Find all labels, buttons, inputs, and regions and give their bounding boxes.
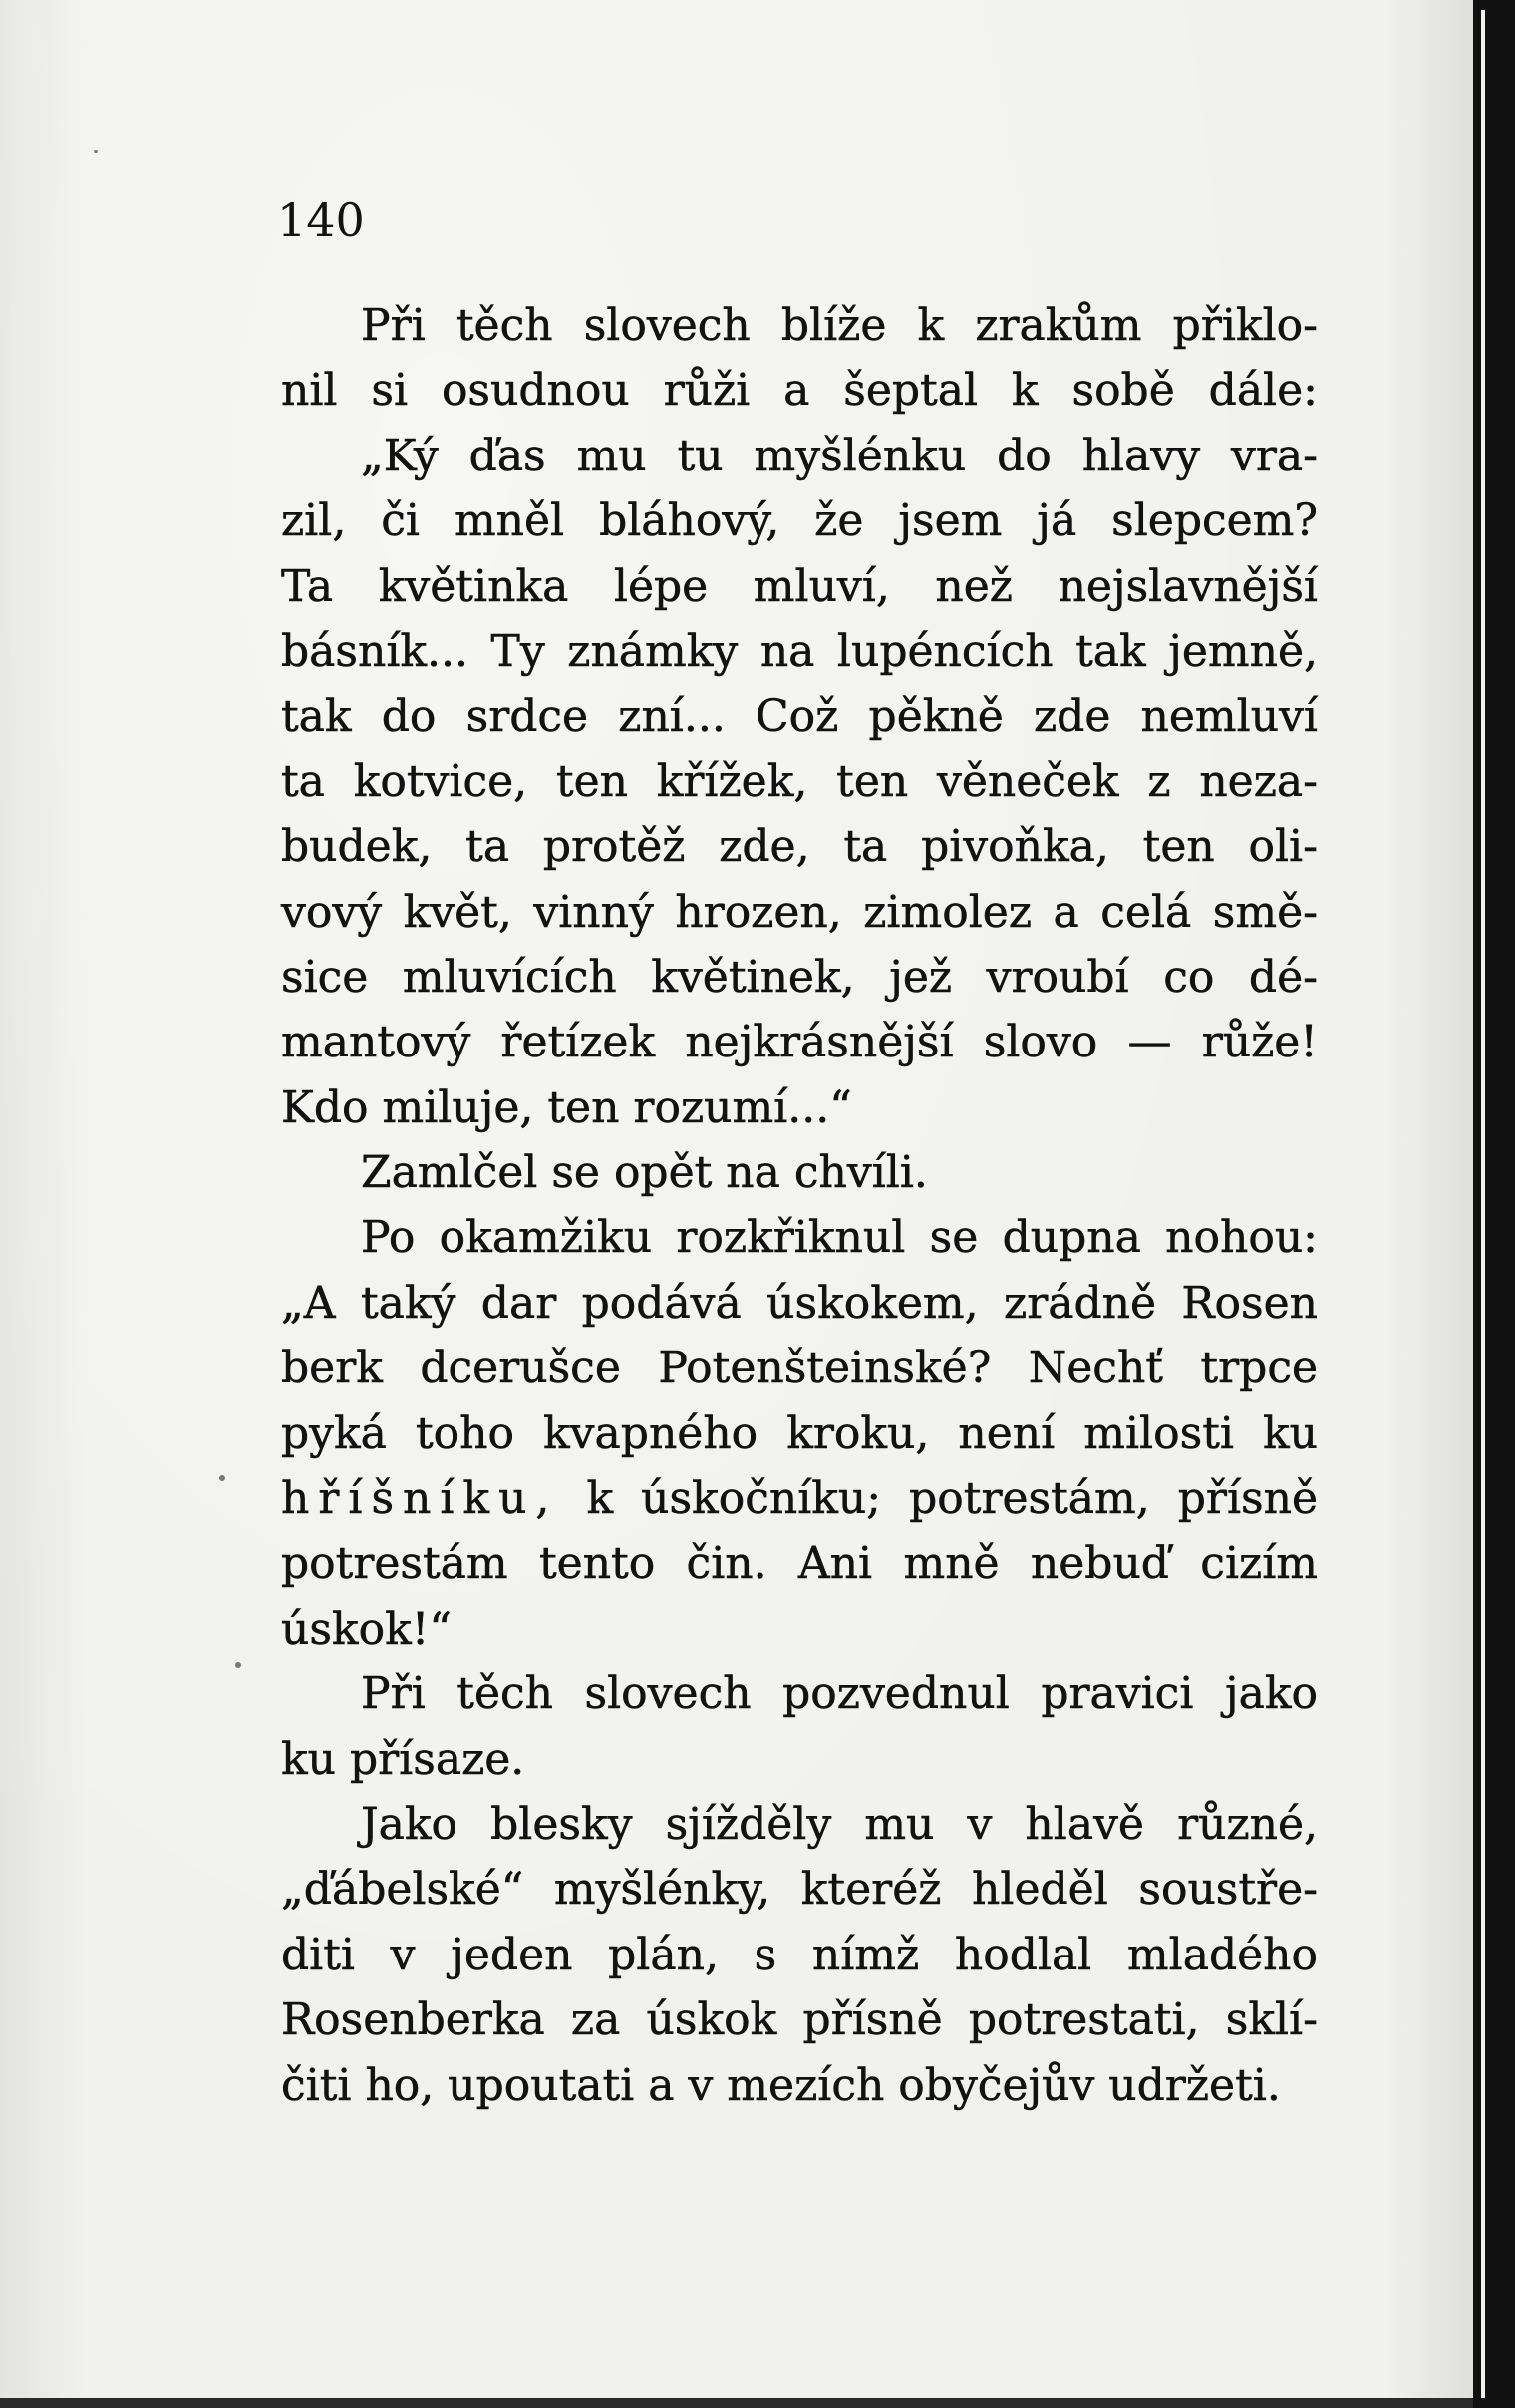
text-line: tak do srdce zní... Což pěkně zde nemluví	[281, 691, 1318, 743]
text-line: „ďábelské“ myšlénky, kteréž hleděl soustře-	[281, 1864, 1318, 1916]
text-line: ta kotvice, ten křížek, ten věneček z neza-	[281, 755, 1318, 807]
text-line: mantový řetízek nejkrásnější slovo — růže!	[281, 1017, 1318, 1068]
paper-speck	[235, 1662, 241, 1668]
text-line: pyká toho kvapného kroku, není milosti ku	[281, 1407, 1318, 1459]
text-line: „A taký dar podává úskokem, zrádně Rosen	[281, 1277, 1318, 1329]
text-line: úskok!“	[281, 1603, 452, 1655]
text-fragment: k úskočníku; potrestám, přísně	[558, 1473, 1318, 1525]
text-line: Kdo miluje, ten rozumí...“	[281, 1081, 852, 1133]
text-line: ku přísaze.	[281, 1733, 525, 1785]
spaced-word: hříšníku,	[281, 1473, 559, 1525]
paper-speck	[219, 1475, 225, 1481]
text-line: sice mluvících květinek, jež vroubí co dé-	[281, 951, 1318, 1003]
text-line: nil si osudnou růži a šeptal k sobě dále:	[281, 365, 1318, 417]
text-line: potrestám tento čin. Ani mně nebuď cizím	[281, 1538, 1318, 1590]
text-line: diti v jeden plán, s nímž hodlal mladého	[281, 1929, 1318, 1980]
page-edge	[1473, 0, 1515, 2408]
text-line: zil, či mněl bláhový, že jsem já slepcem?	[281, 495, 1318, 547]
text-line: „Ký ďas mu tu myšlénku do hlavy vra-	[361, 430, 1318, 481]
text-line: básník... Ty známky na lupéncích tak jemně,	[281, 625, 1318, 677]
text-line: Zamlčel se opět na chvíli.	[361, 1147, 928, 1199]
text-line	[281, 1466, 1318, 1531]
text-line: berk dcerušce Potenšteinské? Nechť trpce	[281, 1343, 1318, 1394]
text-line: čiti ho, upoutati a v mezích obyčejův udržeti.	[281, 2059, 1281, 2111]
page-edge-line	[1481, 10, 1485, 2398]
text-line: Jako blesky sjížděly mu v hlavě různé,	[361, 1798, 1318, 1850]
text-line: Při těch slovech blíže k zrakům přiklo-	[361, 300, 1318, 351]
text-line: vový květ, vinný hrozen, zimolez a celá smě-	[281, 886, 1318, 938]
text-line: Rosenberka za úskok přísně potrestati, sklí-	[281, 1994, 1318, 2046]
text-line: Po okamžiku rozkřiknul se dupna nohou:	[361, 1212, 1318, 1264]
text-line: Ta květinka lépe mluví, než nejslavnější	[281, 560, 1318, 612]
text-line: budek, ta protěž zde, ta pivoňka, ten oli-	[281, 821, 1318, 873]
text-line: Při těch slovech pozvednul pravici jako	[361, 1668, 1318, 1720]
page-number: 140	[277, 193, 365, 247]
body-text	[281, 293, 1318, 2118]
paper-speck	[94, 150, 98, 153]
